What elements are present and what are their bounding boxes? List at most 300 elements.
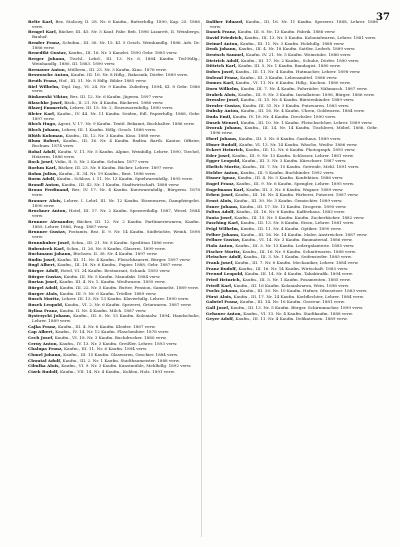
entry-name: Chalupa Franz,	[28, 347, 63, 352]
entry-text: Agent, V. 17. Nr. 9 Kaufm. Textil. Bekannt, Buchhalter. 1886 verw.	[57, 122, 195, 127]
entry-text: Kaufm., III. 13. Nr. 5 Kaufm. Bürger. Schirmmacher. 1899 verw.	[230, 306, 364, 311]
directory-entry	[28, 330, 200, 335]
entry-name: Eberl Johann,	[206, 136, 238, 141]
entry-text: Kaufm., III. 16. Nr. 9 Kaufm. Schnittwaren. 1888 verw.	[242, 249, 357, 254]
entry-text: Kaufm., III. 30. Nr. 3 Kaufm. Gemischtw. 1889 verw.	[233, 198, 343, 203]
entry-name: Binkowski Viktor,	[28, 94, 69, 99]
entry-text: Kaufm., III. 6. Nr. 15 Kaufm. Kolonialw. 1894, Handschuhe, Lehrer. 1889 verw.	[32, 314, 200, 324]
entry-text: Lehrer, III. 1 Kaufm. Hdlg. Gesch. 1888 verw.	[61, 128, 157, 133]
entry-text: Kaufm. VI. 13. Nr. 14 Kaufm. Wäsche, Weißw. 1886 verw.	[239, 142, 358, 147]
entry-name: Braun Ferdinand,	[28, 188, 70, 193]
entry-name: Blazej Emmerich,	[28, 106, 69, 111]
entry-name: Felber Johann,	[206, 232, 240, 237]
entry-name: Feigl Wilhelm,	[206, 227, 240, 232]
entry-text: Kaufm., III. 4. Nr. 18 Kaufm. Sattler, Lederh. 1889 verw.	[238, 47, 356, 52]
directory-entry	[28, 241, 200, 246]
directory-entry	[28, 68, 200, 73]
entry-text: Kaufm. III. 3. Nr. 6 Kaufm. Wagner. 1889 verw.	[246, 187, 344, 192]
entry-text: Hotel, III. 17. Nr. 2 Kaufm. Spezereihdlg. 1887, Wesel. 1884 verw.	[32, 209, 200, 219]
entry-text: Kaufm. III. 7. Nr. 4 Kaufm. Fahrräder, Nähmasch. 1887 verw.	[240, 86, 368, 91]
entry-name: Fasching Karl,	[206, 221, 240, 226]
entry-text: Kaufm., VI. 11. Nr. 6 Kaufm. Hdlg., Kuchen. 1880 verw.	[235, 81, 351, 86]
entry-name: Bender Franz,	[28, 40, 61, 45]
entry-text: Kaufm., III. 30. Nr. 10 Kaufm. Hafner, Ofensetzer. 1883 verw.	[240, 289, 368, 294]
entry-text: Kaufm., III. 9. Nr. 3 Kaufm. Installateur. 1896, Bürger. 1886 verw.	[238, 92, 375, 97]
left-column	[28, 20, 200, 375]
directory-entry	[206, 300, 378, 305]
directory-entry	[28, 263, 200, 268]
directory-entry	[206, 255, 378, 260]
entry-text: Kaufm., VI. 2. Nr. 6 Kaufm. Spezerei, Grünwaren. 1887 verw.	[64, 302, 192, 307]
directory-entry	[206, 216, 378, 221]
entry-text: Kaufm., III. 3. Nr. 6 Kaufm. Gasthaus. 1889 verw.	[238, 136, 342, 141]
entry-text: Kaufm., III. 16. Nr. 14 Kaufm. Wirtschaft. 1883 verw.	[238, 266, 349, 271]
directory-entry	[28, 314, 200, 324]
directory-entry	[28, 303, 200, 308]
entry-name: Dusek Wenzel,	[206, 120, 240, 125]
directory-entry	[28, 297, 200, 302]
entry-name: Budin Josef,	[28, 257, 56, 262]
entry-text: Kaufm. III. Nr. 5 Kaufm. Manufakt. 1884 verw.	[63, 274, 161, 279]
entry-name: Busek Leopold,	[28, 302, 64, 307]
directory-entry	[28, 292, 200, 297]
directory-entry	[206, 59, 378, 64]
entry-name: Chwatal Adolf,	[28, 358, 62, 363]
directory-entry	[28, 128, 200, 133]
entry-text: Kaufm., III. 3. Nr. 3 Kaufm. Kürschner. 1887 verw.	[242, 159, 347, 164]
directory-entry	[28, 112, 200, 122]
entry-text: Kaufm., III. 13. Nr. 8 Kaufm. Eisen, Lehrer. 1881 verw.	[240, 221, 355, 226]
directory-entry	[206, 70, 378, 75]
directory-entry	[206, 109, 378, 114]
entry-name: Borm Adolf,	[28, 177, 56, 182]
entry-text: Schm., II. 26. Nr. 8 Kaufm. Glaserei. 1899 verw.	[66, 246, 166, 251]
entry-name: Bugl Albert,	[28, 263, 56, 268]
directory-entry	[206, 176, 378, 181]
directory-entry	[28, 139, 200, 149]
entry-text: Kaufm., VI. 9. Nr. 3 Kaufm. Kunstmühle, Mehlhdlg. 1892 verw.	[61, 364, 192, 369]
entry-name: Dressler Josef,	[206, 98, 240, 103]
directory-entry	[206, 30, 378, 35]
entry-text: Kaufm., VI. 13. Nr. 4 Kaufm. Stadtkaufm. 1888 verw.	[243, 311, 353, 316]
entry-text: Kaufm., III. 3. Nr. 13 Kaufm. Ledergalanterie. 1885 verw.	[235, 244, 355, 249]
directory-entry	[206, 137, 378, 142]
entry-name: Fuchs Johann,	[206, 289, 239, 294]
directory-entry	[206, 121, 378, 126]
entry-text: Kaufm., III. 17. Nr. 2 Kaufm., Schuhe, Dörfer. 1890 verw.	[240, 58, 360, 63]
entry-name: Daliber Eduard,	[206, 20, 244, 24]
entry-name: Beswosche Anton,	[28, 73, 70, 78]
entry-text: Kaufm., III. 11. Nr. 3 Kaufm. Holzhdlg. 1888 verw.	[240, 41, 345, 46]
entry-text: Kaufm., II. 15. Nr. 4 Kaufm. Bürstenbinder. 1889 verw.	[240, 98, 355, 103]
directory-entry	[28, 122, 200, 127]
entry-name: Fanta Josef,	[206, 215, 233, 220]
entry-name: Drexler Gustav,	[206, 103, 242, 108]
directory-entry	[28, 364, 200, 369]
directory-entry	[28, 269, 200, 274]
entry-name: Blum Robert,	[28, 139, 61, 144]
entry-text: Kaufm., Schloss. I. 11. Nr. 13 Kaufm. Spielwarenhdlg. 1895 verw.	[56, 177, 193, 182]
directory-entry	[28, 41, 200, 51]
entry-name: Egger Leopold,	[206, 159, 241, 164]
entry-name: Gall Josef,	[206, 306, 230, 311]
directory-entry	[206, 171, 378, 176]
entry-text: Bez. IV. 17. Nr. 4 Kaufm. Kurzwarenhdlg., Bürgerm. 1878 verw.	[32, 188, 200, 198]
entry-text: Büchsen. II. 38. Nr. 4 Kaufm. 1897 verw.	[73, 252, 158, 257]
directory-entry	[206, 20, 378, 30]
entry-text: Kaufm., III. 16. Nr. 4 Kaufm. Uhren, Goldwaren. 1884 verw.	[240, 109, 365, 114]
entry-name: Fellner Gustav,	[206, 238, 241, 243]
entry-text: Kaufm., III. 11. Nr. 6 Kaufm. 1894 verw.	[64, 347, 148, 352]
directory-entry	[206, 250, 378, 255]
entry-name: Ernst Alois,	[206, 198, 233, 203]
directory-entry	[206, 104, 378, 109]
entry-name: Geyer Adolf,	[206, 317, 235, 322]
directory-entry	[206, 76, 378, 81]
directory-entry	[28, 166, 200, 171]
directory-entry	[206, 199, 378, 204]
directory-entry	[206, 36, 378, 41]
directory-entry	[206, 126, 378, 136]
entry-name: Freund Leopold,	[206, 272, 244, 277]
directory-entry	[206, 159, 378, 164]
directory-entry	[206, 210, 378, 215]
entry-name: Bürger Adolf,	[28, 269, 60, 274]
directory-entry	[28, 79, 200, 84]
entry-name: Duda Emil,	[206, 115, 232, 120]
entry-text: Dipl. Ing., VI. 24. Nr. 9 Kaufm. Zulieferg. 1894, Kl. 8 Gebr. 1886 verw.	[32, 84, 200, 94]
entry-name: Gabriel Franz,	[206, 300, 239, 305]
entry-text: Kaufm., III. 17. Nr. 14 Kaufm. Korbflechter, Lehrer. 1884 verw.	[233, 294, 364, 299]
entry-text: Bez. III. 12. Nr. 6 Kaufm. Jägerm. 1897 verw.	[69, 94, 164, 99]
directory-entry	[28, 85, 200, 95]
entry-name: Gebauer Anton,	[206, 311, 242, 316]
entry-name: Burger Alois,	[28, 291, 59, 296]
directory-entry	[206, 244, 378, 249]
entry-name: Brunnhuber Josef,	[28, 240, 71, 245]
entry-name: Eder Josef,	[206, 153, 231, 158]
directory-entry	[28, 370, 200, 375]
directory-entry	[206, 143, 378, 148]
entry-text: Kaufm., III. 4. Nr. 3 Kaufm. Konfektion. 1886 verw.	[237, 176, 344, 181]
entry-name: Boehm Karl,	[28, 165, 57, 170]
entry-text: Kaufm., III. 17. Nr. 13 Kaufm. Drogerie. 1890 verw.	[239, 204, 347, 209]
entry-name: Eichler Anton,	[206, 170, 240, 175]
entry-text: Kaufm., III. 9. Nr. 6 Kaufm. Spengler, Lehrer. 1895 verw.	[236, 181, 355, 186]
entry-text: Kaufm., IV. 14. Nr. 12 Kaufm. Flaschenbier. 1878 verw.	[55, 330, 170, 335]
entry-text: Kaufm., III. 5. Nr. 1 Kaufm. Posamenten. 1885 verw.	[242, 277, 351, 282]
directory-entry	[206, 148, 378, 153]
entry-name: Dietrich Adolf,	[206, 58, 240, 63]
entry-text: Kaufm., III. 3 Kaufm. Lebensmittel. 1886 verw.	[240, 75, 338, 80]
entry-name: Busch Moritz,	[28, 297, 61, 302]
entry-name: Friedl Karl,	[206, 283, 233, 288]
entry-text: Kaufm. III. 22. Nr. 5 Kaufm. Butter. Pension, Sammelst. 1889 verw.	[59, 286, 199, 291]
entry-name: Drabek Alois,	[206, 92, 237, 97]
directory-entry	[28, 172, 200, 177]
entry-text: Lehrer, I. Lehrl. III. Nr. 12 Kaufm. Eisenwaren, Dampfziegelei. 1890 verw.	[32, 198, 200, 208]
entry-text: Kaufm. V. 11. Nr. 5 Kaufm. Alpine, Weinhdlg. Lehrer. 1890, Tiechel, Heizerm. 1886 verw.	[32, 149, 200, 159]
entry-name: Dubsky Anton,	[206, 109, 240, 114]
directory-entry	[206, 272, 378, 277]
directory-entry	[28, 258, 200, 263]
entry-text: Bez. Stoliczy, II. 28. Nr. 6 Kaufm., Butterhdlg. 1890, Kap. 25. 1886 verw.	[32, 20, 200, 29]
entry-text: Kaufm. III. 16. Nr. 8 Hdlg., Rakosnik, Dörfer. 1889 verw.	[70, 73, 189, 78]
entry-text: Kaufm., III. 4. Nr. 6 Kaufm. Kleider. 1887 verw.	[58, 324, 156, 329]
entry-text: Kaufm., III. 11. Nr. 4 Kaufm. Hutmacher, Lehrer. 1898 verw.	[235, 69, 361, 74]
entry-name: Frank Josef,	[206, 260, 234, 265]
directory-entry	[28, 30, 200, 40]
directory-entry	[28, 280, 200, 285]
entry-name: Blüth Koloman,	[28, 133, 65, 138]
entry-text: Kaufm., III. 16. Nr. 4 Kaufm. Färberei, Putzerei. 1887 verw.	[235, 193, 359, 198]
directory-entry	[28, 150, 200, 160]
entry-name: Chmel Johann,	[28, 352, 62, 357]
entry-text: Kaufm., III. 9. Nr. 13 Kaufm. Schlosser, Lehrer. 1881 verw.	[232, 153, 354, 158]
entry-text: Kaufm., III. 18. Nr. 6 Kaufm., Papier. 1888, Gebr. 1887 verw.	[57, 263, 183, 268]
entry-name: Deutsch Samuel,	[206, 53, 245, 58]
directory-entry	[206, 233, 378, 238]
entry-text: Bäcker, III. 45. Nr. 5 Kauf. Fabr. Beb. 1896 Lazarett, II. Weinbergs, Bauhof.	[32, 30, 200, 40]
entry-name: Bengel Karl,	[28, 30, 58, 35]
entry-name: Eckert Heinrich,	[206, 148, 245, 153]
directory-entry	[206, 267, 378, 272]
entry-text: Kaufm., III. 14. Nr. 14 Kaufm. Tischlerei, Möbel. 1886, Gebr. 1896 verw.	[210, 126, 378, 136]
entry-text: Kaufm., III. 16. Nr. 3 Kanzlei. 1890 Gebr. 1885 verw.	[68, 51, 178, 56]
entry-text: Postamts. Bez. II. 9. Nr. 14 Kaufm. Südfrüchte, Weinh. 1898 verw.	[32, 230, 200, 240]
directory-entry	[28, 275, 200, 280]
entry-text: Kaufm. III. 6. Nr. 13 Kaufm. Fabrik. 1886 verw.	[237, 30, 336, 35]
entry-text: Kaufm., III. 12. Nr. 6 Kaufm. Photograph. 1893 verw.	[245, 148, 356, 153]
entry-name: Fischer Moritz,	[206, 249, 242, 254]
entry-text: Kaufm. III. 9. Nr. 6 Kaufm. Trödler. 1889 verw.	[59, 291, 157, 296]
entry-name: Bruckner Anton,	[28, 209, 67, 214]
entry-text: Kaufm., VI. 18. Nr. 3 Kaufm. Buchdrucker. 1880 verw.	[54, 336, 167, 340]
entry-text: Kaufm., III. 15. Nr. 5 Kaufm. Kaufm. Zuckerbäcker. 1882 verw.	[234, 215, 365, 220]
directory-entry	[206, 115, 378, 120]
entry-text: Kaufm. III. 31. Nr. 3 Kaufm. Putzwaren. 1883 verw.	[242, 103, 350, 108]
directory-entry	[28, 183, 200, 188]
entry-name: Bernauer Anton,	[28, 67, 67, 72]
entry-text: Müllerm., III. 23. Nr. 3 Kaufm. Kino. 1876 verw.	[67, 67, 167, 72]
entry-name: Ebner Rudolf,	[206, 142, 238, 147]
entry-name: Eisner Ignaz,	[206, 176, 237, 181]
directory-entry	[206, 261, 378, 266]
entry-text: Schm., III. 21. Nr. 8 Kaufm. Spedition 1886 verw.	[71, 240, 174, 245]
directory-entry	[28, 309, 200, 314]
entry-name: Fürst Alois,	[206, 294, 233, 299]
entry-name: Blaschke Josef,	[28, 100, 63, 105]
entry-name: Erben Josef,	[206, 193, 234, 198]
directory-entry	[28, 220, 200, 230]
entry-text: Kaufm. IV. 18. Nr. 4 Kaufm. Drechsler. 1890 verw.	[232, 115, 337, 120]
entry-name: Dobes Josef,	[206, 69, 235, 74]
entry-text: Kaufm., III. 16. Nr. 4 Kaufm. Radtm. Barth. Kantor, Offizier, Bochum. 1874 verw.	[32, 139, 200, 149]
entry-name: Cech Josef,	[28, 336, 54, 340]
page-number: 37	[376, 12, 390, 23]
entry-text: Kaufm., VII. 14. Nr. 4 Kaufm., Kohlen, Holz. 1891 verw.	[59, 369, 175, 374]
entry-text: Kaufm., III. 42. Nr. 1 Kaufm. Stadtwirtschaft. 1888 verw.	[61, 182, 180, 187]
entry-name: Fleischer Adolf,	[206, 255, 243, 260]
entry-name: Fried Heinrich,	[206, 277, 242, 282]
directory-entry	[28, 347, 200, 352]
entry-name: Fiala Anton,	[206, 244, 234, 249]
entry-text: Kaufm. IV. 21. Nr. 5 Kaufm. Weinstube. 1886 verw.	[246, 53, 352, 58]
entry-name: Cizek Rudolf,	[28, 369, 59, 374]
directory-entry	[28, 101, 200, 106]
entry-text: Kaufm., III. 16 Kaufm. Kolonialwaren, Wein. 1898 verw.	[233, 283, 350, 288]
entry-name: Brandl Anton,	[28, 182, 61, 187]
entry-text: Lehrer, III. 15. Nr. 2. Eisenwarenhdlg. 1890 verw.	[69, 106, 174, 111]
entry-text: Kaufm., III. 3. Nr. 1 Kaufm. Seifensieder. 1885 verw.	[243, 255, 352, 260]
entry-name: Bystrzycki Johann,	[28, 314, 72, 319]
directory-entry	[28, 247, 200, 252]
entry-text: Kaufm., III. 16. Nr. 11 Kaufm. Spezerei. 1888, Lehrer. 1886 verw.	[210, 20, 378, 29]
entry-name: Cajka Franz,	[28, 324, 57, 329]
entry-name: Burian Josef,	[28, 280, 58, 285]
directory-entry	[206, 278, 378, 283]
directory-entry	[28, 57, 200, 67]
directory-entry	[28, 353, 200, 358]
entry-name: Belte Karl,	[28, 20, 54, 24]
directory-entry	[206, 165, 378, 170]
directory-entry	[206, 238, 378, 243]
entry-name: Bürgel Adolf,	[28, 286, 59, 291]
entry-text: Tischl., Lehrl., III. 13. Nr. 6. 1884 Kaufm. Teil-Hdlg., Weinhandlg. 1880, III. 1883. 1890 verw.	[32, 57, 200, 66]
entry-name: Benedikt Gustav,	[28, 51, 68, 56]
entry-name: Dittrich Karl,	[206, 64, 237, 69]
entry-name: Brauner Alois,	[28, 198, 62, 203]
directory-entry	[206, 193, 378, 198]
entry-name: David Friedrich,	[206, 36, 244, 41]
entry-text: Kaufm., III. 11. Nr. 4 Kaufm. Delikatessen. 1889 verw.	[235, 317, 348, 322]
directory-entry	[28, 177, 200, 182]
entry-name: Danek Franz,	[206, 30, 237, 35]
entry-name: Brunner Alexander,	[28, 219, 75, 224]
directory-entry	[28, 286, 200, 291]
entry-name: Dolezal Franz,	[206, 75, 239, 80]
directory-entry	[28, 160, 200, 165]
directory-entry	[28, 73, 200, 78]
entry-name: Bohm Julius,	[28, 171, 58, 176]
entry-name: Dorn Wilhelm,	[206, 86, 240, 91]
directory-entry	[28, 252, 200, 257]
directory-entry	[28, 359, 200, 364]
entry-text: Kaufm. III. 5. Nr. 1 Kaufm. Bandagist. 1880 verw.	[238, 64, 341, 69]
entry-name: Buchmann Johann,	[28, 252, 72, 257]
entry-text: Vidin, II. 8. Nr. 2 Kaufm. Schuhm. 1877 verw.	[54, 160, 150, 165]
entry-text: Bäck., II. 21. Nr. 4 Kaufm. Bäckerei. 1886 verw.	[64, 100, 164, 105]
entry-text: Kaufm., III. 14. Nr. 16 Kaufm. Graveur. 1881 verw.	[240, 300, 345, 305]
directory-entry	[206, 312, 378, 317]
entry-name: Beuth Franz,	[28, 78, 58, 83]
directory-entry	[28, 188, 200, 198]
entry-name: Cerny Anton,	[28, 341, 58, 346]
directory-entry	[206, 64, 378, 69]
entry-name: Faltus Adolf,	[206, 210, 235, 215]
entry-text: Kaufm., VI. 14. Nr. 3 Kaufm. Baumaterial. 1886 verw.	[241, 238, 353, 243]
directory-entry	[206, 188, 378, 193]
column-divider	[201, 22, 202, 537]
directory-entry	[28, 336, 200, 341]
directory-entry	[28, 199, 200, 209]
entry-text: Kaufm. III. 11. Nr. 4 Kaufm., Fleischhauerei. Bürger. 1897 verw.	[57, 257, 191, 262]
entry-name: Bobal Adolf,	[28, 149, 57, 154]
entry-name: Bylina Franz,	[28, 308, 59, 313]
entry-text: Hof., III. 51. Nr. 8 Hdlg. Bilder 1885 verw.	[59, 78, 147, 83]
directory-entry	[206, 87, 378, 92]
directory-entry	[206, 42, 378, 47]
entry-text: Kaufm., IV. 13. Nr. 3 Kaufm. Greißler, Lehrer. 1893 verw.	[59, 341, 178, 346]
directory-entry	[206, 205, 378, 210]
directory-entry	[206, 227, 378, 232]
directory-entry	[28, 134, 200, 139]
entry-text: Kaufm., III. 7. Nr. 15 Kaufm. Getreide, Mehl. 1891 verw.	[242, 165, 360, 170]
entry-text: Kaufm. III. 4. Nr. 1. Kaufm. Weißwaren. 1895 verw.	[59, 280, 166, 285]
directory-entry	[206, 93, 378, 98]
entry-name: Cap Albert,	[28, 330, 54, 335]
directory-entry	[28, 20, 200, 30]
entry-text: Bäcker, III. 12. Nr. 2 Kaufm. Parfümeriewaren, Kaufm. 1885, Lehrer 1886, Prag. 1887 verw.	[32, 219, 200, 229]
directory-entry	[206, 295, 378, 300]
entry-name: Dvorak Johann,	[206, 126, 243, 131]
entry-text: Kaufm., III. 16. Nr. 14 Kaufm. Maler, Anstreicher. 1887 verw.	[240, 232, 368, 237]
entry-name: Franz Rudolf,	[206, 266, 237, 271]
directory-entry	[206, 182, 378, 187]
entry-text: Kaufm., III. 5 Kaufm. Buchbinder. 1892 verw.	[240, 170, 335, 175]
entry-name: Bürger Gustav,	[28, 274, 63, 279]
entry-text: Kaufm., III. 12. Nr. 3 Kaufm. Kino. 1888 verw.	[65, 133, 161, 138]
directory-entry	[28, 230, 200, 240]
entry-text: Bäcker, III. 23. Nr. 8 Kaufm. Bäcker, Lehrer. 1897 verw.	[58, 165, 174, 170]
directory-entry	[28, 51, 200, 56]
entry-name: Brunner Gustav,	[28, 230, 67, 235]
entry-name: Deimel Anton,	[206, 41, 239, 46]
entry-text: Kaufm., III. 10. Nr. 1 Kaufm. Fleischselcher, Lehrer. 1889 verw.	[240, 120, 373, 125]
entry-text: Kaufm., III. 7. Nr. 6 Kaufm. Mechaniker, Lehrer. 1884 verw.	[234, 260, 359, 265]
entry-text: Kaufm., III. 11. Nr. 4 Kaufm. Optiker. 1890 verw.	[240, 227, 342, 232]
directory-entry	[206, 317, 378, 322]
entry-text: Kaufm. III. 14. Nr. 4 Kaufm. Tabaktrafik. 1894 verw.	[244, 272, 353, 277]
directory-entry	[206, 81, 378, 86]
directory-entry	[206, 154, 378, 159]
directory-entry	[28, 209, 200, 219]
directory-entry	[206, 98, 378, 103]
directory-entry	[206, 284, 378, 289]
entry-text: Kaufm., III. 2. Nr. 1 Kaufm. Stadtbaumeister. 1888 verw.	[62, 358, 180, 363]
directory-entry	[206, 47, 378, 52]
entry-name: Exner Johann,	[206, 204, 239, 209]
entry-text: Lehrer. III. 13. Nr. 13 Kaufm. Klavierhdlg. Lehrer. 1890 verw.	[61, 297, 190, 302]
entry-text: Kaufm., III. 16. Nr. 6 Kaufm. Kaffeehaus. 1883 verw.	[236, 210, 346, 215]
entry-name: Bloch Johann,	[28, 128, 61, 133]
entry-name: Cibulka Alois,	[28, 364, 60, 369]
directory-entry	[28, 95, 200, 100]
entry-name: Bloch Hugo,	[28, 122, 57, 127]
entry-text: Schuhm., III. 36. Nr. 15. Kl. 5 Gesch. Weinhandlg. 1886. Arb. Dr. 1886 verw.	[32, 40, 200, 50]
entry-text: Kaufm. II. Nr. 4 Kaufm. Milch. 1887 verw.	[59, 308, 147, 313]
right-column	[206, 20, 378, 323]
directory-entry	[28, 325, 200, 330]
directory-entry	[206, 53, 378, 58]
entry-text: Kaufm., II. 34. Nr. 19 Kaufm., Brot. 1896 verw.	[58, 171, 157, 176]
directory-entry	[206, 221, 378, 226]
directory-entry	[206, 306, 378, 311]
directory-entry	[206, 289, 378, 294]
entry-text: Kaufm., III. 15 Kaufm. Glaswaren, Geschirr. 1884 verw.	[63, 352, 179, 357]
entry-name: Berger Johann,	[28, 57, 66, 62]
entry-name: Engelmann Karl,	[206, 187, 245, 192]
